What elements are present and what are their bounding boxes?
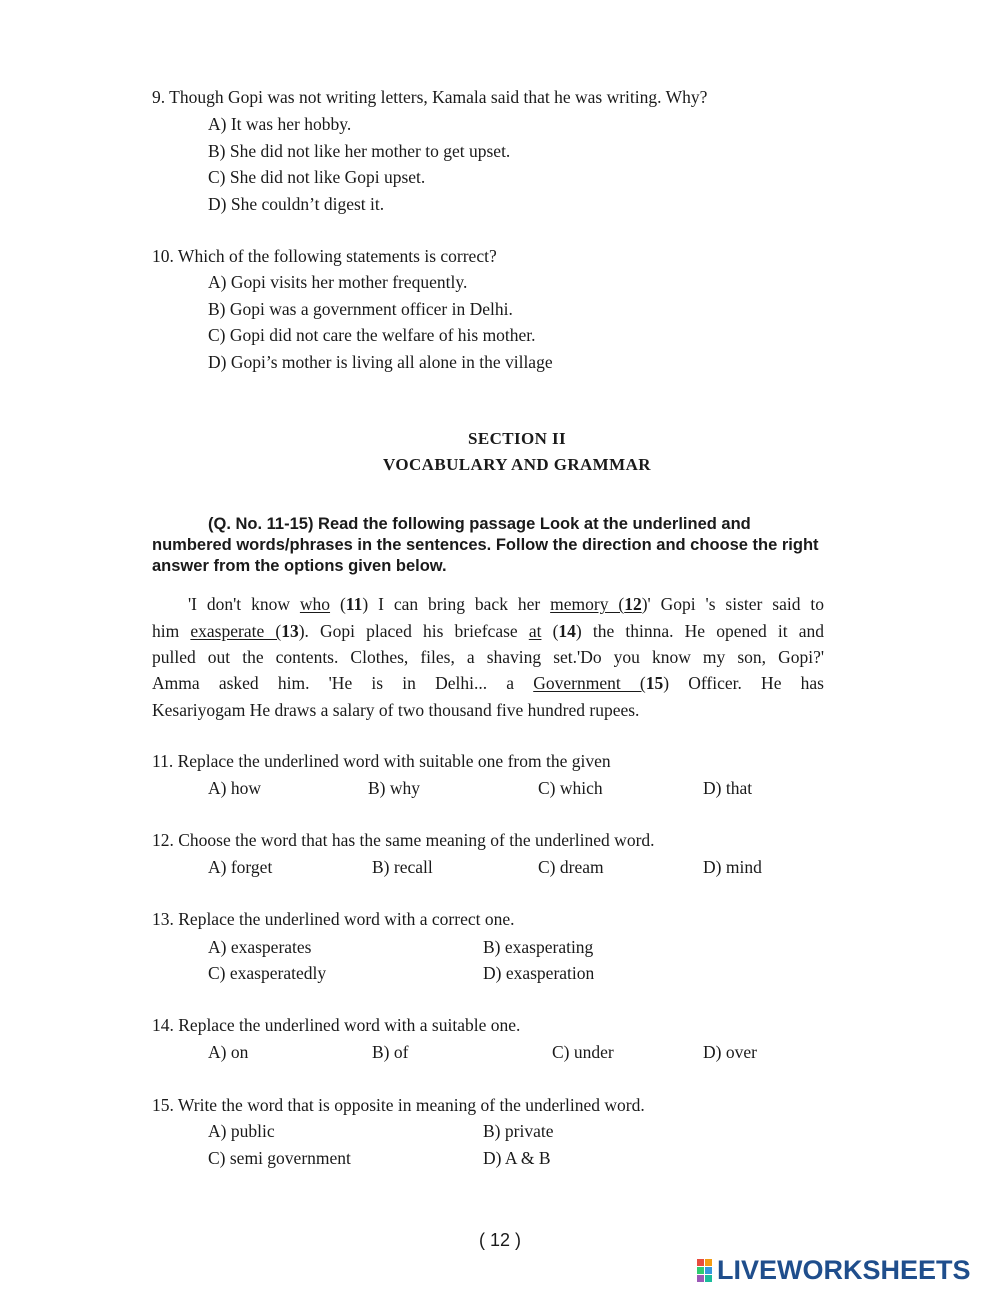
marker-15: 15 [645,673,664,693]
q15-option-a[interactable]: A) public [208,1121,275,1141]
q15-option-b[interactable]: B) private [483,1121,554,1141]
logo-square [697,1259,704,1266]
q10-option-a[interactable]: A) Gopi visits her mother frequently. [208,272,468,292]
instruction-text: (Q. No. 11-15) Read the following passage Look at the underlined and numbered words/phrases in the sentences. Follow the direction and choose the right answer from the options given below. [152,515,819,575]
passage-line-1: 'I don't know who (11) I can bring back her memory (12)' Gopi 's sister said to [188,594,825,614]
q14-option-c[interactable]: C) under [552,1042,614,1062]
brand-name: LIVEWORKSHEETS [717,1254,971,1285]
marker-13: 13 [281,621,299,641]
underlined-at: at [528,621,542,641]
q9-option-a[interactable]: A) It was her hobby. [208,114,352,134]
question-12-text: 12. Choose the word that has the same meaning of the underlined word. [152,830,655,850]
q15-option-c[interactable]: C) semi government [208,1148,351,1168]
q13-option-a[interactable]: A) exasperates [208,937,312,957]
section-subtitle: VOCABULARY AND GRAMMAR [383,455,651,474]
logo-square [705,1259,712,1266]
q11-option-d[interactable]: D) that [703,778,753,798]
marker-14: 14 [558,621,576,641]
q14-option-b[interactable]: B) of [372,1042,409,1062]
q10-option-b[interactable]: B) Gopi was a government officer in Delhi. [208,299,513,319]
question-13-text: 13. Replace the underlined word with a correct one. [152,909,515,929]
q9-option-d[interactable]: D) She couldn’t digest it. [208,194,385,214]
underlined-exasperate: exasperate ( [190,621,282,641]
question-10-text: 10. Which of the following statements is correct? [152,246,497,266]
q13-option-c[interactable]: C) exasperatedly [208,963,327,983]
page-number: ( 12 ) [478,1230,521,1250]
passage-line-5: Kesariyogam He draws a salary of two thousand five hundred rupees. [152,700,640,720]
logo-square [697,1267,704,1274]
q12-option-a[interactable]: A) forget [208,857,273,877]
logo-square [697,1275,704,1282]
q14-option-d[interactable]: D) over [703,1042,757,1062]
q15-option-d[interactable]: D) A & B [483,1148,551,1168]
underlined-who: who [299,594,331,614]
logo-square [705,1275,712,1282]
question-14-text: 14. Replace the underlined word with a suitable one. [152,1015,521,1035]
q13-option-d[interactable]: D) exasperation [483,963,595,983]
q11-option-a[interactable]: A) how [208,778,261,798]
passage-line-2: him exasperate (13). Gopi placed his briefcase at (14) the thinna. He opened it and [152,621,825,641]
underlined-government: Government ( [533,673,646,693]
passage-line-4: Amma asked him. 'He is in Delhi... a Government (15) Officer. He has [152,673,824,693]
logo-square [705,1267,712,1274]
passage-line-3: pulled out the contents. Clothes, files, a shaving set.'Do you know my son, Gopi?' [152,647,824,667]
q11-option-b[interactable]: B) why [368,778,421,798]
q9-option-b[interactable]: B) She did not like her mother to get upset. [208,141,511,161]
marker-11: 11 [345,594,363,614]
q12-option-b[interactable]: B) recall [372,857,433,877]
section-title: SECTION II [467,429,566,448]
question-9-text: 9. Though Gopi was not writing letters, Kamala said that he was writing. Why? [152,87,708,107]
underlined-memory: memory (12 [550,594,642,614]
liveworksheets-logo-icon [697,1259,712,1282]
question-11-text: 11. Replace the underlined word with suitable one from the given [152,751,611,771]
q13-option-b[interactable]: B) exasperating [483,937,594,957]
q10-option-c[interactable]: C) Gopi did not care the welfare of his mother. [208,325,536,345]
q11-option-c[interactable]: C) which [538,778,603,798]
q12-option-d[interactable]: D) mind [703,857,762,877]
question-15-text: 15. Write the word that is opposite in meaning of the underlined word. [152,1095,645,1115]
q9-option-c[interactable]: C) She did not like Gopi upset. [208,167,426,187]
liveworksheets-logo[interactable] [697,1254,971,1286]
q10-option-d[interactable]: D) Gopi’s mother is living all alone in the village [208,352,553,372]
q14-option-a[interactable]: A) on [208,1042,249,1062]
q12-option-c[interactable]: C) dream [538,857,604,877]
